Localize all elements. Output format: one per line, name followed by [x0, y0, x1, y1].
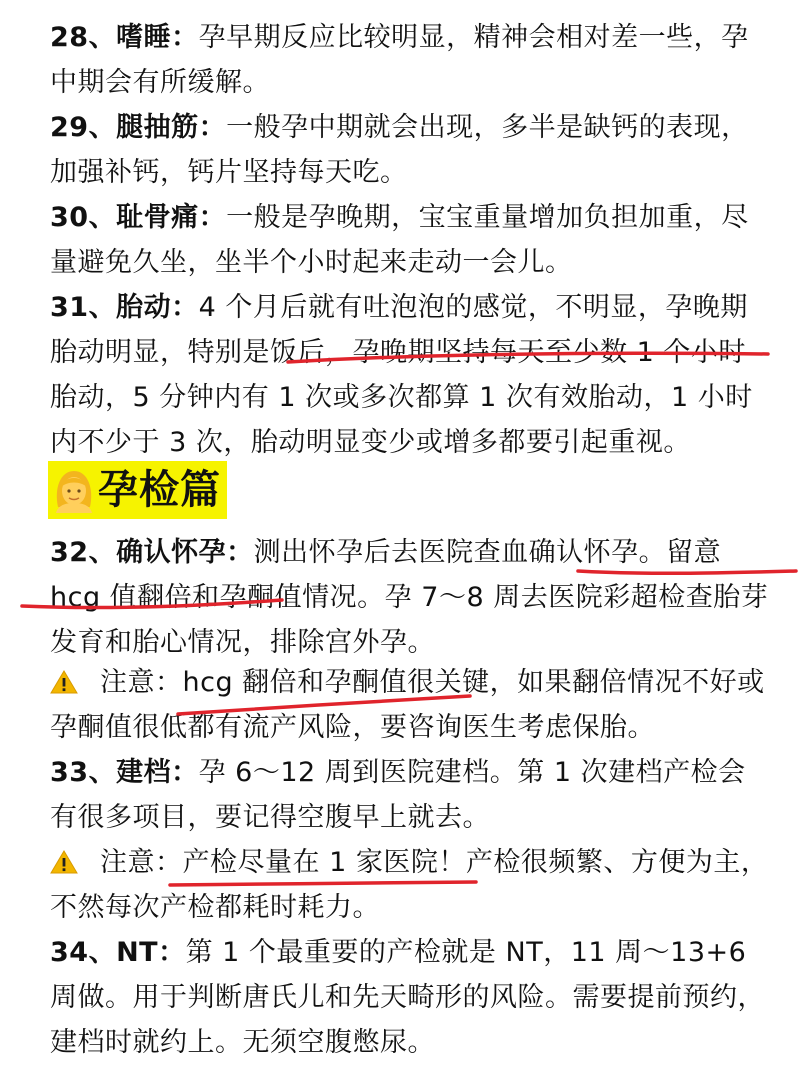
section-title: 孕检篇 — [98, 467, 221, 513]
term-34: 34、NT — [50, 937, 159, 968]
section-header — [48, 461, 227, 519]
term-31: 31、胎动 — [50, 292, 172, 323]
desc-31: 4 个月后就有吐泡泡的感觉，不明显，孕晚期胎动明显，特别是饭后，孕晚期坚持每天至少数 1 个小时胎动，5 分钟内有 1 次或多次都算 1 次有效胎动，1 小时内不少于 3 次，胎动明显变少或增多都要引起重视。 — [50, 292, 753, 458]
desc-33: 孕 6～12 周到医院建档。第 1 次建档产检会有很多项目，要记得空腹早上就去。 — [50, 757, 746, 833]
note-32-text: hcg 翻倍和孕酮值很关键，如果翻倍情况不好或孕酮值很低都有流产风险，要咨询医生考虑保胎。 — [50, 667, 765, 743]
desc-32: 测出怀孕后去医院查血确认怀孕。留意 hcg 值翻倍和孕酮值情况。孕 7～8 周去医院彩超检查胎芽发育和胎心情况，排除宫外孕。 — [50, 537, 769, 658]
note-32 — [50, 660, 770, 750]
item-33: 33、建档：孕 6～12 周到医院建档。第 1 次建档产检会有很多项目，要记得空腹早上就去。 — [50, 757, 746, 833]
term-28: 28、嗜睡 — [50, 22, 172, 53]
warning-icon — [50, 670, 78, 694]
term-33: 33、建档 — [50, 757, 172, 788]
note-33 — [50, 840, 770, 930]
note-33-text: 产检尽量在 1 家医院！产检很频繁、方便为主，不然每次产检都耗时耗力。 — [50, 847, 769, 923]
term-29: 29、腿抽筋 — [50, 112, 199, 143]
item-31: 31、胎动：4 个月后就有吐泡泡的感觉，不明显，孕晚期胎动明显，特别是饭后，孕晚期坚持每天至少数 1 个小时胎动，5 分钟内有 1 次或多次都算 1 次有效胎动，1 小时内不少于 3 次，胎动明显变少或增多都要引起重视。 — [50, 292, 753, 458]
note-32-label: 注意： — [100, 667, 183, 698]
note-33-label: 注意： — [100, 847, 183, 878]
item-28: 28、嗜睡：孕早期反应比较明显，精神会相对差一些，孕中期会有所缓解。 — [50, 22, 749, 98]
desc-28: 孕早期反应比较明显，精神会相对差一些，孕中期会有所缓解。 — [50, 22, 749, 98]
term-30: 30、耻骨痛 — [50, 202, 199, 233]
desc-30: 一般是孕晚期，宝宝重量增加负担加重，尽量避免久坐，坐半个小时起来走动一会儿。 — [50, 202, 749, 278]
term-32: 32、确认怀孕 — [50, 537, 227, 568]
desc-34: 第 1 个最重要的产检就是 NT，11 周～13+6 周做。用于判断唐氏儿和先天畸形的风险。需要提前预约，建档时就约上。无须空腹憋尿。 — [50, 937, 765, 1058]
item-29: 29、腿抽筋：一般孕中期就会出现，多半是缺钙的表现，加强补钙，钙片坚持每天吃。 — [50, 112, 749, 188]
warning-icon — [50, 850, 78, 874]
desc-29: 一般孕中期就会出现，多半是缺钙的表现，加强补钙，钙片坚持每天吃。 — [50, 112, 749, 188]
item-34: 34、NT：第 1 个最重要的产检就是 NT，11 周～13+6 周做。用于判断唐氏儿和先天畸形的风险。需要提前预约，建档时就约上。无须空腹憋尿。 — [50, 937, 765, 1058]
item-32: 32、确认怀孕：测出怀孕后去医院查血确认怀孕。留意 hcg 值翻倍和孕酮值情况。孕 7～8 周去医院彩超检查胎芽发育和胎心情况，排除宫外孕。 — [50, 537, 769, 658]
woman-avatar-icon — [52, 467, 96, 513]
item-30: 30、耻骨痛：一般是孕晚期，宝宝重量增加负担加重，尽量避免久坐，坐半个小时起来走动一会儿。 — [50, 202, 749, 278]
